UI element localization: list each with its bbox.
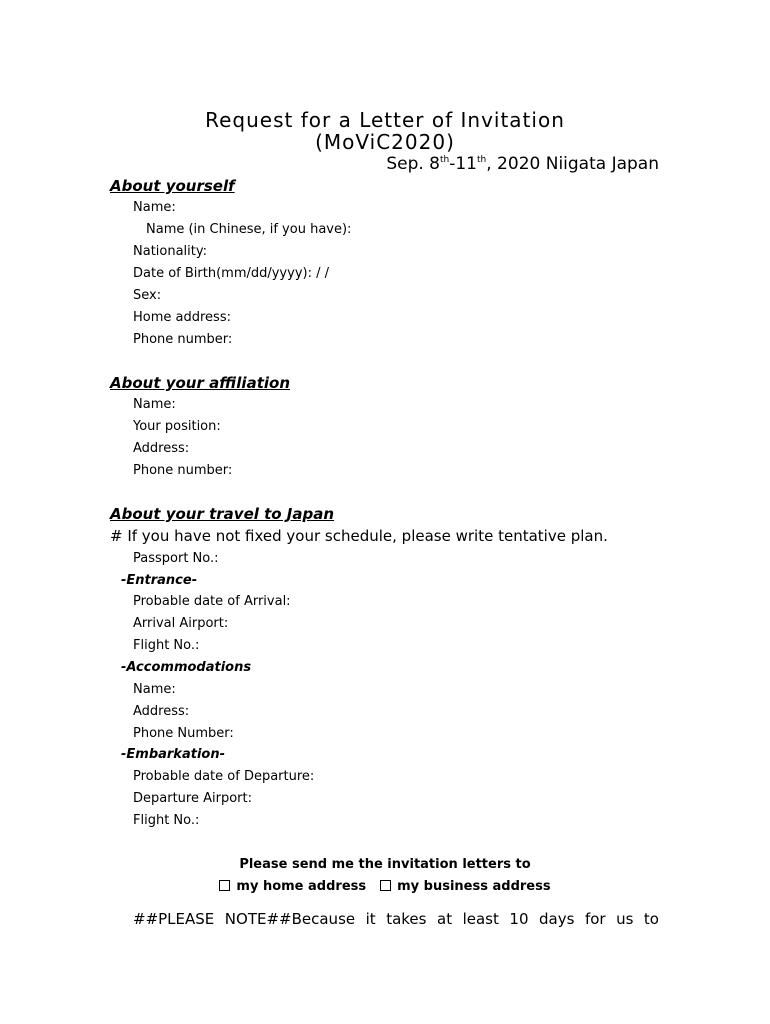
send-to-label: Please send me the invitation letters to [239,857,531,872]
date-prefix: Sep. 8 [386,154,440,174]
business-address-checkbox[interactable] [380,880,391,891]
field-departure-airport: Departure Airport: [133,791,252,806]
option-business-address[interactable] [380,879,550,895]
field-departure-date: Probable date of Departure: [133,769,315,784]
subheading-embarkation: -Embarkation- [121,747,225,762]
field-nationality: Nationality: [133,244,208,259]
field-accommodation-phone: Phone Number: [133,726,234,741]
field-date-of-birth: Date of Birth(mm/dd/yyyy): / / [133,266,329,281]
field-accommodation-address: Address: [133,704,190,719]
date-sup-2: th [477,155,487,165]
field-name-chinese: Name (in Chinese, if you have): [146,222,352,237]
conference-date [386,153,659,175]
home-address-checkbox[interactable] [219,880,230,891]
conference-name: (MoViC2020) [315,130,455,154]
field-arrival-flight: Flight No.: [133,638,200,653]
date-suffix: , 2020 Niigata Japan [486,154,659,174]
subheading-accommodations: -Accommodations [121,660,252,675]
date-sup-1: th [440,155,450,165]
field-home-address: Home address: [133,310,231,325]
heading-about-affiliation: About your affiliation [110,374,290,392]
heading-about-travel: About your travel to Japan [110,505,335,523]
field-passport: Passport No.: [133,551,219,566]
field-arrival-date: Probable date of Arrival: [133,594,291,609]
please-note-text: ##PLEASE NOTE##Because it takes at least 10 days for us to [133,910,659,928]
field-affiliation-address: Address: [133,441,190,456]
field-name: Name: [133,200,176,215]
field-accommodation-name: Name: [133,682,176,697]
field-position: Your position: [133,419,221,434]
field-departure-flight: Flight No.: [133,813,200,828]
travel-note: # If you have not fixed your schedule, please write tentative plan. [110,527,608,545]
heading-about-yourself: About yourself [110,177,235,195]
send-to-options [0,879,770,895]
home-address-label: my home address [236,879,367,894]
document-title: Request for a Letter of Invitation [205,108,565,132]
date-mid: -11 [449,154,478,174]
field-sex: Sex: [133,288,162,303]
subheading-entrance: -Entrance- [121,573,198,588]
field-phone-number: Phone number: [133,332,233,347]
business-address-label: my business address [397,879,551,894]
field-affiliation-phone: Phone number: [133,463,233,478]
field-arrival-airport: Arrival Airport: [133,616,229,631]
field-affiliation-name: Name: [133,397,176,412]
option-home-address[interactable] [219,879,366,895]
